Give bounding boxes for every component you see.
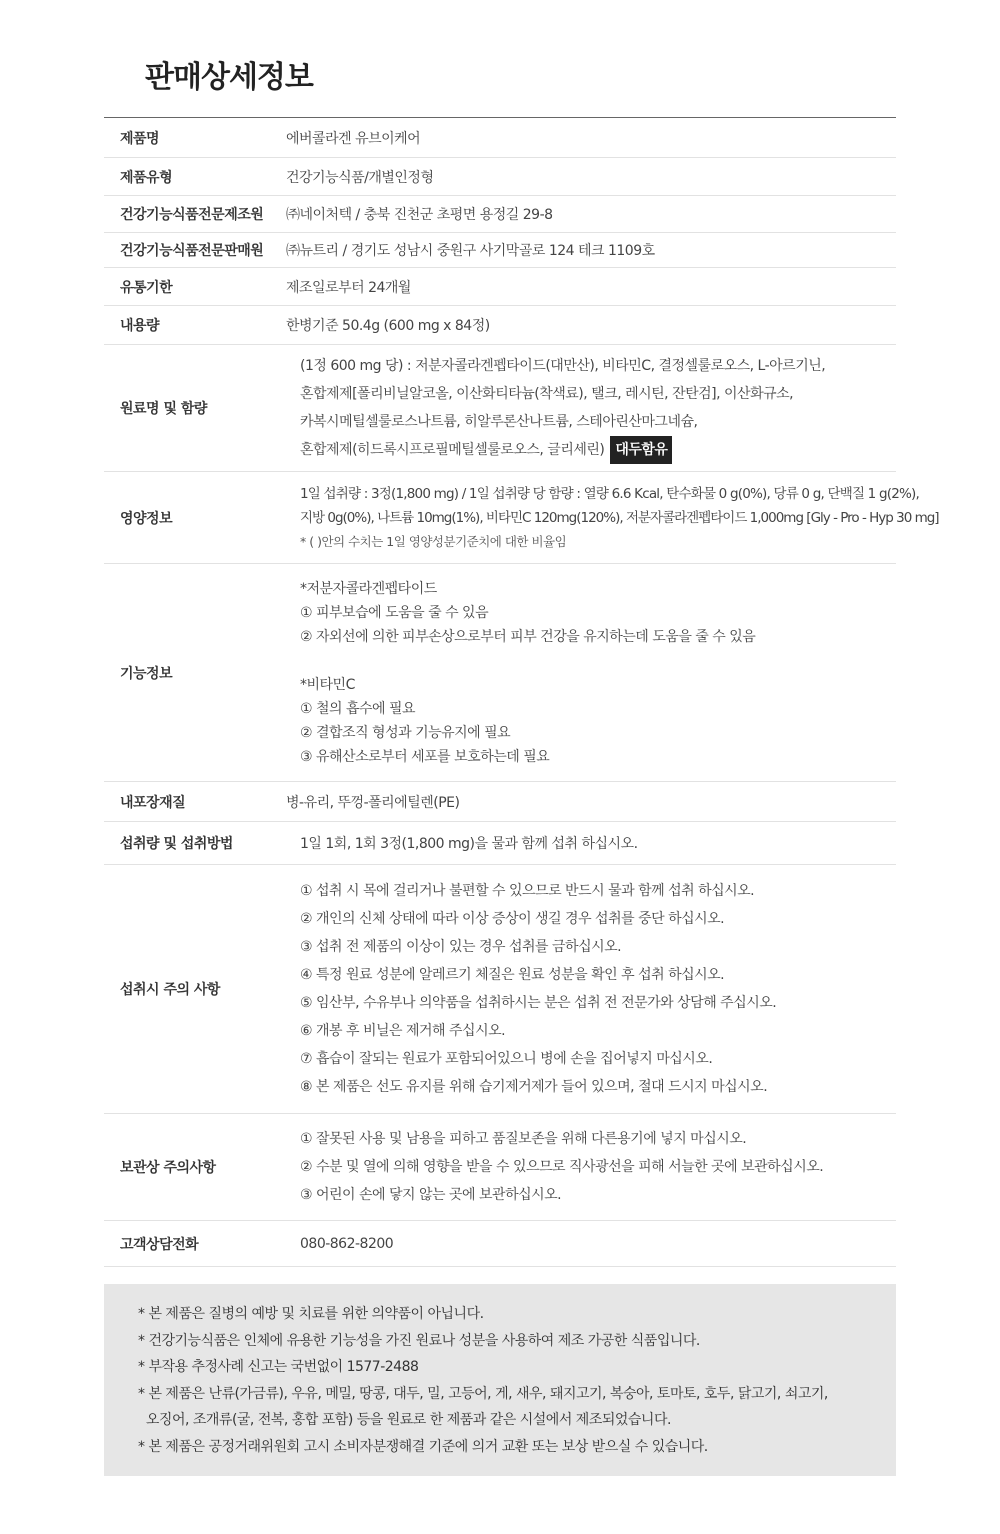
row-value	[286, 167, 896, 187]
nutrition-note: * ( )안의 수치는 1일 영양성분기준치에 대한 비율임	[300, 533, 567, 549]
row-label: 제품명	[120, 130, 160, 147]
table-row-nutrition	[104, 472, 939, 564]
value-line: 1일 1회, 1회 3정(1,800 mg)을 물과 함께 섭취 하십시오.	[300, 836, 638, 852]
table-row-product-type	[104, 158, 896, 196]
value-line: ① 섭취 시 목에 걸리거나 불편할 수 있으므로 반드시 물과 함께 섭취 하십시오.	[300, 883, 755, 899]
spacer	[300, 649, 896, 673]
row-label: 기능정보	[120, 665, 173, 682]
value-line: ③ 섭취 전 제품의 이상이 있는 경우 섭취를 금하십시오.	[300, 939, 622, 955]
row-label: 보관상 주의사항	[120, 1160, 216, 1176]
value-line: 건강기능식품/개별인정형	[286, 169, 434, 186]
row-value	[286, 277, 896, 297]
row-value	[286, 833, 896, 853]
notice-line: * 본 제품은 난류(가금류), 우유, 메밀, 땅콩, 대두, 밀, 고등어, 게, 새우, 돼지고기, 복숭아, 토마토, 호두, 닭고기, 쇠고기,	[138, 1385, 828, 1402]
table-row-storage-cautions	[104, 1114, 896, 1221]
value-line: 혼합제제(히드록시프로필메틸셀룰로오스, 글리세린)	[300, 442, 605, 458]
value-line: 카복시메틸셀룰로스나트륨, 히알루론산나트륨, 스테아린산마그네슘,	[300, 414, 698, 430]
value-line: 에버콜라겐 유브이케어	[286, 130, 421, 147]
value-line: (1정 600 mg 당) : 저분자콜라겐펩타이드(대만산), 비타민C, 결정셀룰로오스, L-아르기닌,	[300, 358, 826, 374]
row-label: 고객상담전화	[120, 1236, 199, 1253]
row-label: 섭취시 주의 사항	[120, 982, 220, 998]
notice-line: * 본 제품은 공정거래위원회 고시 소비자분쟁해결 기준에 의거 교환 또는 보상 받으실 수 있습니다.	[138, 1438, 708, 1455]
value-line: 제조일로부터 24개월	[286, 279, 411, 296]
value-line: *비타민C	[300, 676, 355, 693]
value-line: ② 결합조직 형성과 기능유지에 필요	[300, 724, 511, 741]
table-row-distributor	[104, 233, 896, 268]
table-row-manufacturer	[104, 196, 896, 233]
row-value	[286, 128, 896, 148]
row-label: 건강기능식품전문제조원	[120, 207, 264, 223]
value-line: ① 철의 흡수에 필요	[300, 700, 416, 717]
notice-line: * 건강기능식품은 인체에 유용한 기능성을 가진 원료나 성분을 사용하여 제조 가공한 식품입니다.	[138, 1332, 700, 1349]
row-value	[286, 315, 896, 335]
row-label: 섭취량 및 섭취방법	[120, 836, 233, 852]
value-line: 혼합제제[폴리비닐알코올, 이산화티타늄(착색료), 탤크, 레시틴, 잔탄검], 이산화규소,	[300, 386, 794, 402]
row-label: 건강기능식품전문판매원	[120, 243, 264, 259]
row-value	[286, 204, 896, 224]
value-line: ② 수분 및 열에 의해 영향을 받을 수 있으므로 직사광선을 피해 서늘한 곳에 보관하십시오.	[300, 1159, 824, 1175]
row-value	[286, 352, 896, 464]
table-row-ingredients	[104, 345, 896, 472]
notice-line: * 본 제품은 질병의 예방 및 치료를 위한 의약품이 아닙니다.	[138, 1306, 484, 1322]
row-value	[286, 1236, 896, 1252]
row-label: 내포장재질	[120, 794, 186, 811]
table-row-customer-service	[104, 1221, 896, 1267]
value-line: ⑧ 본 제품은 선도 유지를 위해 습기제거제가 들어 있으며, 절대 드시지 마십시오.	[300, 1079, 768, 1095]
value-line: ① 피부보습에 도움을 줄 수 있음	[300, 604, 489, 621]
notice-box	[104, 1284, 896, 1476]
page-title: 판매상세정보	[145, 60, 313, 95]
row-value	[286, 577, 896, 769]
notice-line: * 부작용 추정사례 신고는 국번없이 1577-2488	[138, 1359, 419, 1375]
table-row-intake-cautions	[104, 865, 896, 1114]
phone-number: 080-862-8200	[300, 1235, 394, 1252]
row-value	[286, 240, 896, 260]
value-line: ㈜네이처텍 / 충북 진천군 초평면 용정길 29-8	[286, 207, 553, 223]
row-label: 원료명 및 함량	[120, 401, 207, 417]
value-line: ⑤ 임산부, 수유부나 의약품을 섭취하시는 분은 섭취 전 전문가와 상담해 주십시오.	[300, 995, 777, 1011]
row-label: 유통기한	[120, 279, 173, 296]
row-label: 영양정보	[120, 510, 173, 527]
value-line: ② 자외선에 의한 피부손상으로부터 피부 건강을 유지하는데 도움을 줄 수 있음	[300, 628, 756, 645]
row-label: 내용량	[120, 318, 160, 334]
table-row-expiry	[104, 268, 896, 306]
row-value	[286, 1125, 896, 1209]
notice-line: 오징어, 조개류(굴, 전복, 홍합 포함) 등을 원료로 한 제품과 같은 시설에서 제조되었습니다.	[138, 1412, 671, 1428]
product-info-table	[104, 117, 939, 1267]
value-line: 지방 0g(0%), 나트륨 10mg(1%), 비타민C 120mg(120%), 저분자콜라겐펩타이드 1,000mg [Gly - Pro - Hyp 30 mg]	[300, 509, 939, 526]
value-line: ② 개인의 신체 상태에 따라 이상 증상이 생길 경우 섭취를 중단 하십시오.	[300, 911, 725, 927]
value-line: ③ 유해산소로부터 세포를 보호하는데 필요	[300, 748, 550, 765]
table-row-intake	[104, 822, 896, 865]
value-line: ④ 특정 원료 성분에 알레르기 체질은 원료 성분을 확인 후 섭취 하십시오.	[300, 967, 725, 983]
table-row-net-content	[104, 306, 896, 345]
row-value	[286, 482, 939, 554]
table-row-product-name	[104, 118, 896, 158]
value-line: ① 잘못된 사용 및 남용을 피하고 품질보존을 위해 다른용기에 넣지 마십시오.	[300, 1131, 747, 1147]
allergen-badge: 대두함유	[610, 436, 672, 464]
value-line: ③ 어린이 손에 닿지 않는 곳에 보관하십시오.	[300, 1187, 562, 1203]
value-line: ⑥ 개봉 후 비닐은 제거해 주십시오.	[300, 1023, 506, 1039]
value-line: 한병기준 50.4g (600 mg x 84정)	[286, 318, 490, 334]
table-row-function	[104, 564, 896, 782]
row-value	[286, 877, 896, 1101]
value-line: ⑦ 흡습이 잘되는 원료가 포함되어있으니 병에 손을 집어넣지 마십시오.	[300, 1051, 713, 1067]
value-line: 1일 섭취량 : 3정(1,800 mg) / 1일 섭취량 당 함량 : 열량 6.6 Kcal, 탄수화물 0 g(0%), 당류 0 g, 단백질 1 g(2%),	[300, 485, 919, 502]
table-row-packaging	[104, 782, 896, 822]
row-label: 제품유형	[120, 169, 173, 186]
value-line: 병-유리, 뚜껑-폴리에틸렌(PE)	[286, 794, 460, 811]
value-line: *저분자콜라겐펩타이드	[300, 580, 437, 597]
row-value	[286, 792, 896, 812]
value-line: ㈜뉴트리 / 경기도 성남시 중원구 사기막골로 124 테크 1109호	[286, 243, 655, 259]
